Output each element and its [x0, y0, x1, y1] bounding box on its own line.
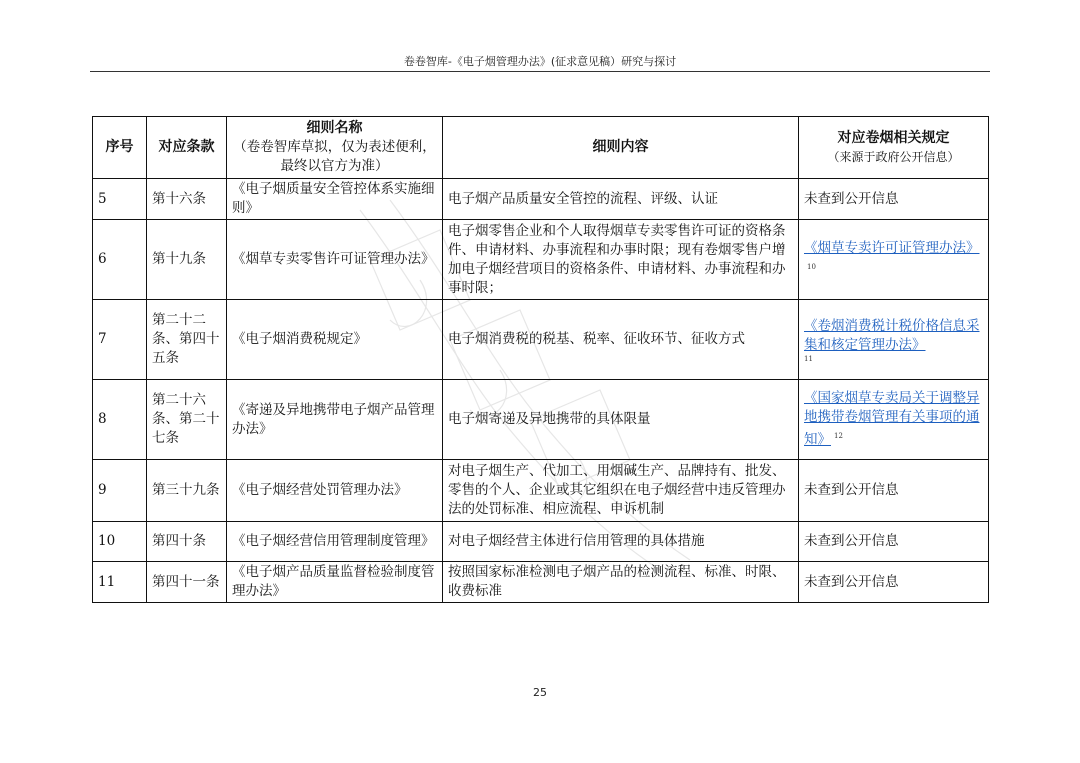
cell-related — [799, 562, 989, 603]
cell-clause: 第四十一条 — [147, 562, 227, 603]
cell-name: 《电子烟经营信用管理制度管理》 — [227, 522, 443, 562]
cell-name: 《电子烟消费税规定》 — [227, 300, 443, 380]
header-seq: 序号 — [93, 117, 147, 179]
cell-seq: 10 — [93, 522, 147, 562]
cell-seq: 6 — [93, 220, 147, 300]
cell-content: 电子烟消费税的税基、税率、征收环节、征收方式 — [443, 300, 799, 380]
cell-name: 《烟草专卖零售许可证管理办法》 — [227, 220, 443, 300]
cell-related — [799, 220, 989, 300]
cell-content: 电子烟寄递及异地携带的具体限量 — [443, 380, 799, 460]
cell-related — [799, 300, 989, 380]
cell-seq: 11 — [93, 562, 147, 603]
related-regulation-link[interactable]: 《国家烟草专卖局关于调整异地携带卷烟管理有关事项的通知》 — [804, 390, 980, 448]
cell-content: 电子烟产品质量安全管控的流程、评级、认证 — [443, 179, 799, 220]
cell-content: 电子烟零售企业和个人取得烟草专卖零售许可证的资格条件、申请材料、办事流程和办事时限；现有卷烟零售户增加电子烟经营项目的资格条件、申请材料、办事流程和办事时限； — [443, 220, 799, 300]
table-body — [93, 179, 989, 603]
cell-clause: 第二十二条、第四十五条 — [147, 300, 227, 380]
header-name — [227, 117, 443, 179]
cell-related — [799, 179, 989, 220]
header-related-subtitle: （来源于政府公开信息） — [827, 149, 960, 164]
cell-name: 《寄递及异地携带电子烟产品管理办法》 — [227, 380, 443, 460]
cell-seq: 5 — [93, 179, 147, 220]
page-number: 25 — [533, 686, 547, 699]
cell-clause: 第三十九条 — [147, 460, 227, 522]
table-row — [93, 380, 989, 460]
table-row — [93, 522, 989, 562]
footnote-marker[interactable]: 11 — [804, 354, 813, 363]
footnote-marker[interactable]: 12 — [834, 432, 843, 441]
related-regulation-link[interactable]: 《卷烟消费税计税价格信息采集和核定管理办法》 — [804, 317, 980, 353]
cell-related — [799, 460, 989, 522]
cell-related — [799, 522, 989, 562]
table-row — [93, 179, 989, 220]
header-related-title: 对应卷烟相关规定 — [837, 129, 950, 146]
cell-seq: 7 — [93, 300, 147, 380]
related-text: 未查到公开信息 — [804, 573, 899, 590]
cell-name: 《电子烟产品质量监督检验制度管理办法》 — [227, 562, 443, 603]
cell-content: 按照国家标准检测电子烟产品的检测流程、标准、时限、收费标准 — [443, 562, 799, 603]
related-regulation-link[interactable]: 《烟草专卖许可证管理办法》 — [804, 239, 980, 256]
cell-clause: 第二十六条、第二十七条 — [147, 380, 227, 460]
cell-clause: 第四十条 — [147, 522, 227, 562]
cell-seq: 9 — [93, 460, 147, 522]
cell-content: 对电子烟经营主体进行信用管理的具体措施 — [443, 522, 799, 562]
header-clause: 对应条款 — [147, 117, 227, 179]
cell-seq: 8 — [93, 380, 147, 460]
table-row — [93, 460, 989, 522]
cell-content: 对电子烟生产、代加工、用烟碱生产、品牌持有、批发、零售的个人、企业或其它组织在电子烟经营中违反管理办法的处罚标准、相应流程、申诉机制 — [443, 460, 799, 522]
related-text: 未查到公开信息 — [804, 533, 899, 549]
related-text: 未查到公开信息 — [804, 190, 899, 207]
table-row — [93, 300, 989, 380]
cell-name: 《电子烟经营处罚管理办法》 — [227, 460, 443, 522]
rules-table — [92, 116, 989, 603]
cell-clause: 第十九条 — [147, 220, 227, 300]
header-related — [799, 117, 989, 179]
related-text: 未查到公开信息 — [804, 482, 899, 498]
footnote-marker[interactable]: 10 — [807, 262, 816, 271]
table-header-row — [93, 117, 989, 179]
header-divider — [90, 71, 990, 72]
table-row — [93, 220, 989, 300]
cell-name: 《电子烟质量安全管控体系实施细则》 — [227, 179, 443, 220]
header-name-title: 细则名称 — [306, 120, 363, 136]
header-name-subtitle: （卷卷智库草拟，仅为表述便利，最终以官方为准） — [233, 139, 436, 174]
table-row — [93, 562, 989, 603]
page-header-title: 卷卷智库-《电子烟管理办法》(征求意见稿）研究与探讨 — [403, 55, 677, 68]
header-content: 细则内容 — [443, 117, 799, 179]
cell-related — [799, 380, 989, 460]
cell-clause: 第十六条 — [147, 179, 227, 220]
